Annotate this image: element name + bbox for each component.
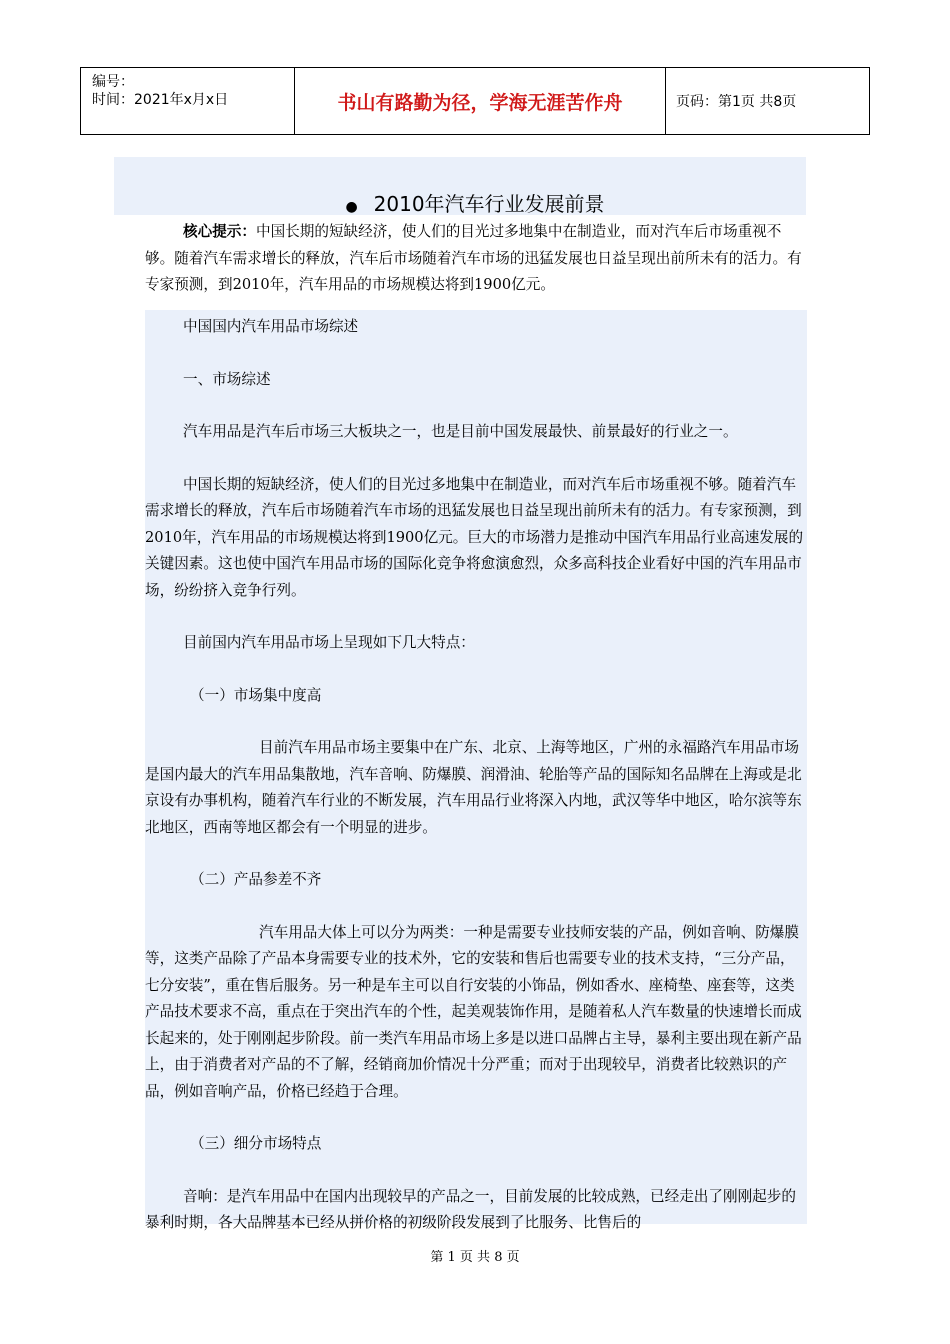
header-page-label: 页码：第1页 共8页: [666, 68, 870, 135]
article-body: [145, 314, 807, 1237]
body-heading: 中国国内汽车用品市场综述: [183, 318, 359, 335]
paragraph-5: 汽车用品大体上可以分为两类：一种是需要专业技师安装的产品，例如音响、防爆膜等，这类产品除了产品本身需要专业的技术外，它的安装和售后也需要专业的技术支持，“三分产品，七分安装”，重在售后服务。另一种是车主可以自行安装的小饰品，例如香水、座椅垫、座套等，这类产品技术要求不高，重点在于突出汽车的个性，起美观装饰作用，是随着私人汽车数量的快速增长而成长起来的，处于刚刚起步阶段。前一类汽车用品市场上多是以进口品牌占主导，暴利主要出现在新产品上，由于消费者对产品的不了解，经销商加价情况十分严重；而对于出现较早，消费者比较熟识的产品，例如音响产品，价格已经趋于合理。: [145, 923, 802, 1100]
page-footer: 第 1 页 共 8 页: [430, 1250, 520, 1265]
summary-block: [145, 219, 807, 299]
time-label: 时间：2021年x月x日: [92, 92, 229, 108]
paragraph-4: 目前汽车用品市场主要集中在广东、北京、上海等地区，广州的永福路汽车用品市场是国内最大的汽车用品集散地，汽车音响、防爆膜、润滑油、轮胎等产品的国际知名品牌在上海或是北京设有办事机构，随着汽车行业的不断发展，汽车用品行业将深入内地，武汉等华中地区，哈尔滨等东北地区，西南等地区都会有一个明显的进步。: [145, 739, 802, 836]
paragraph-2: 中国长期的短缺经济，使人们的目光过多地集中在制造业，而对汽车后市场重视不够。随着汽车需求增长的释放，汽车后市场随着汽车市场的迅猛发展也日益呈现出前所未有的活力。有专家预测，到2010年，汽车用品的市场规模达将到1900亿元。巨大的市场潜力是推动中国汽车用品行业高速发展的关键因素。这也使中国汽车用品市场的国际化竞争将愈演愈烈，众多高科技企业看好中国的汽车用品市场，纷纷挤入竞争行列。: [145, 475, 804, 599]
document-title-row: [0, 190, 950, 221]
number-label: 编号：: [92, 74, 134, 90]
document-title: 2010年汽车行业发展前景: [373, 192, 605, 216]
summary-lead: 核心提示：: [183, 223, 256, 240]
subheading-1: （一）市场集中度高: [190, 686, 322, 704]
paragraph-1: 汽车用品是汽车后市场三大板块之一，也是目前中国发展最快、前景最好的行业之一。: [183, 423, 738, 440]
header-table: [80, 67, 870, 135]
header-meta-cell: [81, 68, 295, 135]
summary-text: 中国长期的短缺经济，使人们的目光过多地集中在制造业，而对汽车后市场重视不够。随着汽车需求增长的释放，汽车后市场随着汽车市场的迅猛发展也日益呈现出前所未有的活力。有专家预测，到2010年，汽车用品的市场规模达将到1900亿元。: [145, 223, 802, 293]
subheading-2: （二）产品参差不齐: [190, 871, 322, 888]
header-motto: 书山有路勤为径，学海无涯苦作舟: [295, 68, 666, 135]
section-heading-1: 一、市场综述: [183, 370, 271, 388]
paragraph-3: 目前国内汽车用品市场上呈现如下几大特点：: [183, 634, 475, 651]
bullet-icon: ●: [345, 199, 358, 215]
paragraph-6: 音响：是汽车用品中在国内出现较早的产品之一，目前发展的比较成熟，已经走出了刚刚起步的暴利时期，各大品牌基本已经从拼价格的初级阶段发展到了比服务、比售后的: [145, 1187, 796, 1231]
subheading-3: （三）细分市场特点: [190, 1135, 322, 1152]
